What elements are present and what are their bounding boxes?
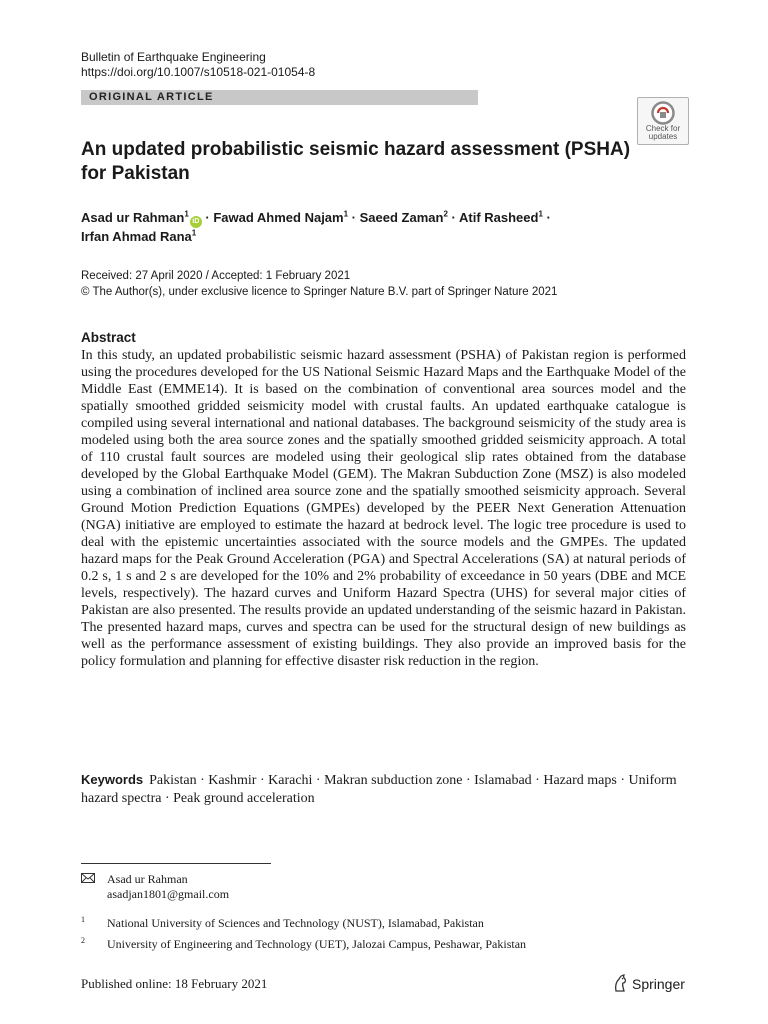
journal-doi-link[interactable]: https://doi.org/10.1007/s10518-021-01054-8: [81, 65, 316, 79]
keywords-section: [81, 771, 686, 808]
affiliation-text: National University of Sciences and Technology (NUST), Islamabad, Pakistan: [107, 916, 484, 930]
affiliation-number: 1: [81, 915, 85, 924]
corresponding-author-name: Asad ur Rahman: [107, 872, 188, 886]
affiliation-item: [81, 916, 484, 931]
article-type-banner: [81, 90, 478, 105]
author-affiliation-ref: 2: [443, 209, 448, 219]
author-affiliation-ref: 1: [538, 209, 543, 219]
copyright-notice: © The Author(s), under exclusive licence to Springer Nature B.V. part of Springer Nature 2021: [81, 286, 558, 298]
publisher-name: Springer: [632, 976, 685, 992]
keywords-list: Pakistan · Kashmir · Karachi · Makran subduction zone · Islamabad · Hazard maps · Uniform hazard spectra · Peak ground acceleration: [81, 773, 677, 806]
check-for-updates-badge[interactable]: [637, 97, 689, 145]
published-online-date: Published online: 18 February 2021: [81, 976, 268, 991]
journal-header: [81, 50, 315, 80]
abstract-text: In this study, an updated probabilistic seismic hazard assessment (PSHA) of Pakistan region is performed using the procedures developed for the US National Seismic Hazard Maps and the Earthquake Model of the Middle East (EMME14). It is based on the combination of conventional area sources model and the spatially smoothed gridded seismicity model with crustal faults. An updated earthquake catalogue is compiled using several international and national databases. The background seismicity of the study area is modeled using both the area source zones and the spatially smoothed gridded seismicity approach. A total of 110 crustal fault sources are modeled using their geological slip rates obtained from the database developed by the Global Earthquake Model (GEM). The Makran Subduction Zone (MSZ) is also modeled using a combination of inclined area source zone and the spatially smoothed seismicity approach. Several Ground Motion Prediction Equations (GMPEs) developed by the PEER Next Generation Attenuation (NGA) initiative are employed to estimate the hazard at bedrock level. The logic tree procedure is used to deal with the epistemic uncertainties associated with the source models and the GMPEs. The updated hazard maps for the Peak Ground Acceleration (PGA) and Spectral Accelerations (SA) at natural periods of 0.2 s, 1 s and 2 s are developed for the 10% and 2% probability of exceedance in 50 years (DBE and MCE levels, respectively). The hazard curves and Uniform Hazard Spectra (UHS) for several major cities of Pakistan are also presented. The results provide an updated understanding of the seismic hazard in Pakistan. The presented hazard maps, curves and spectra can be used for the structural design of new buildings as well as the performance assessment of existing buildings. They also provide an improved basis for the policy formulation and planning for effective disaster risk reduction in the region.: [81, 348, 686, 669]
abstract-heading: Abstract: [81, 330, 136, 345]
publisher-logo[interactable]: [612, 974, 685, 993]
author-list: [81, 209, 681, 246]
publication-dates: [81, 268, 557, 300]
journal-name: Bulletin of Earthquake Engineering: [81, 50, 266, 64]
author-separator: ·: [542, 210, 551, 225]
author-name[interactable]: Atif Rasheed: [458, 210, 539, 225]
author-affiliation-ref: 1: [184, 209, 189, 219]
author-separator: ·: [348, 210, 360, 225]
author-separator: ·: [201, 210, 214, 225]
author-separator: ·: [447, 210, 459, 225]
badge-text-line2: updates: [648, 132, 678, 141]
author-name[interactable]: Irfan Ahmad Rana: [81, 229, 192, 244]
author-affiliation-ref: 1: [343, 209, 349, 219]
article-type-label: ORIGINAL ARTICLE: [89, 91, 214, 103]
affiliation-text: University of Engineering and Technology (UET), Jalozai Campus, Peshawar, Pakistan: [107, 937, 527, 951]
author-name[interactable]: Saeed Zaman: [359, 210, 444, 225]
orcid-icon[interactable]: iD: [190, 216, 202, 228]
footnote-divider: [81, 863, 271, 864]
corresponding-author-email[interactable]: asadjan1801@gmail.com: [107, 887, 230, 901]
article-title: An updated probabilistic seismic hazard assessment (PSHA) for Pakistan: [81, 139, 631, 184]
badge-text-line1: Check for: [645, 124, 681, 133]
affiliation-item: [81, 937, 526, 952]
check-for-updates-icon: [651, 101, 675, 125]
author-name[interactable]: Fawad Ahmed Najam: [213, 210, 344, 225]
abstract-section: [81, 329, 686, 670]
envelope-icon: [81, 873, 95, 883]
springer-horse-icon: [612, 974, 628, 992]
received-accepted-dates: Received: 27 April 2020 / Accepted: 1 February 2021: [81, 270, 351, 282]
corresponding-author: [81, 872, 229, 902]
author-affiliation-ref: 1: [191, 228, 197, 238]
keywords-label: Keywords: [81, 772, 144, 787]
affiliation-number: 2: [81, 936, 85, 945]
author-name[interactable]: Asad ur Rahman: [81, 210, 185, 225]
